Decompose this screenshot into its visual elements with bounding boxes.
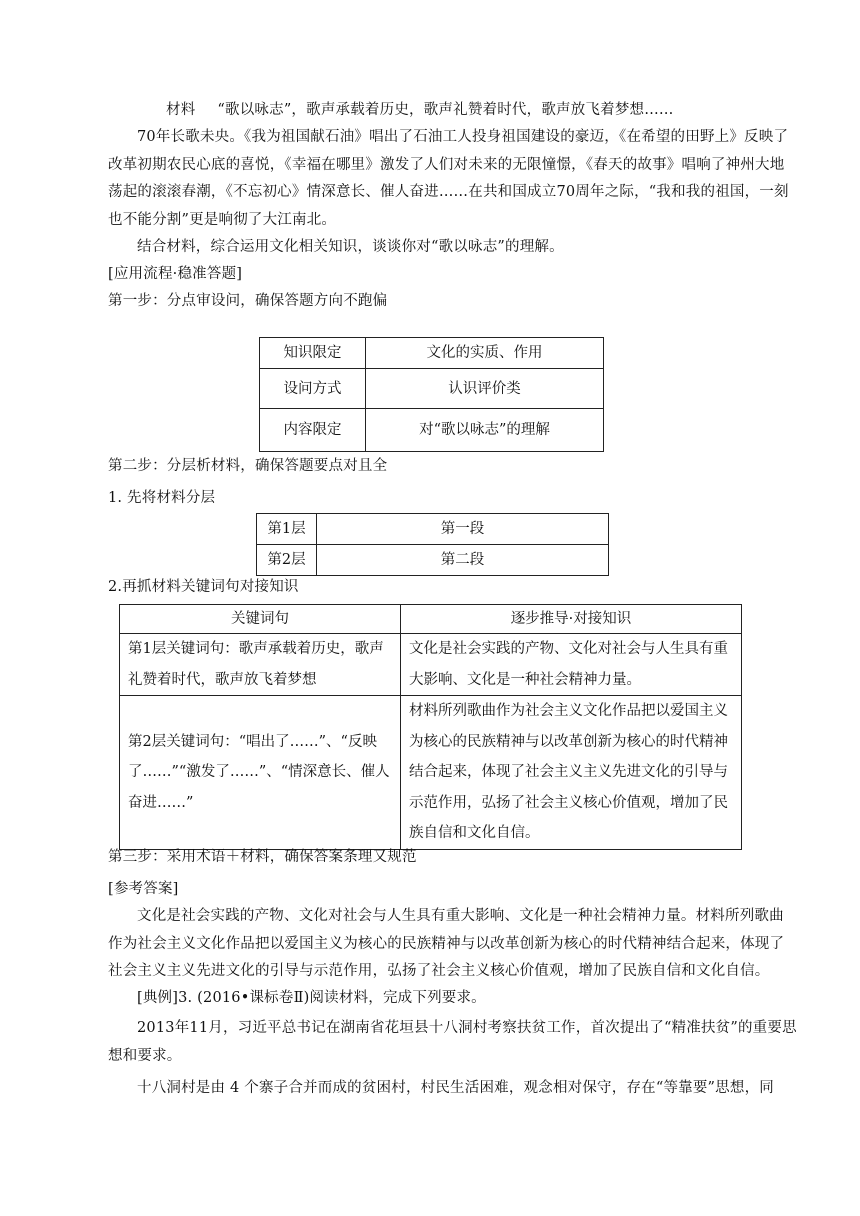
table-cell: 第2层关键词句：“唱出了……”、“反映了……”“激发了……”、“情深意长、催人奋进……” <box>120 696 401 850</box>
example-para2: 十八洞村是由 4 个寨子合并而成的贫困村，村民生活困难，观念相对保守，存在“等靠要”思想，同 <box>137 1080 774 1096</box>
table-row <box>120 634 742 696</box>
material-label: 材料 <box>166 102 196 118</box>
table-row <box>120 696 742 850</box>
table-header-cell: 关键词句 <box>120 605 401 634</box>
step1-table <box>259 337 604 452</box>
table-cell: 内容限定 <box>260 409 366 452</box>
step1-title: 第一步：分点审设问，确保答题方向不跑偏 <box>108 293 388 309</box>
step3-title: 第三步：采用术语＋材料，确保答案条理又规范 <box>108 849 417 865</box>
table-cell: 对“歌以咏志”的理解 <box>366 409 604 452</box>
table-cell: 第1层 <box>257 514 317 545</box>
keyword-table <box>119 604 742 850</box>
table-cell: 第二段 <box>317 545 609 576</box>
table-cell: 第2层 <box>257 545 317 576</box>
table-cell: 认识评价类 <box>366 369 604 409</box>
material-body: 70年长歌未央。《我为祖国献石油》唱出了石油工人投身祖国建设的豪迈，《在希望的田野上》反映了改革初期农民心底的喜悦，《幸福在哪里》激发了人们对未来的无限憧憬，《春天的故事》唱响了神州大地荡起的滚滚春潮，《不忘初心》情深意长、催人奋进……在共和国成立70周年之际，“我和我的祖国，一刻也不能分割”更是响彻了大江南北。 <box>108 129 789 228</box>
example-para1: 2013年11月，习近平总书记在湖南省花垣县十八洞村考察扶贫工作，首次提出了“精准扶贫”的重要思想和要求。 <box>108 1020 797 1064</box>
table-cell: 知识限定 <box>260 338 366 369</box>
table-cell: 第一段 <box>317 514 609 545</box>
example-heading: [典例]3. (2016•课标卷Ⅱ)阅读材料，完成下列要求。 <box>137 990 486 1006</box>
answer-heading: [参考答案] <box>108 881 179 897</box>
answer-text: 文化是社会实践的产物、文化对社会与人生具有重大影响、文化是一种社会精神力量。材料所列歌曲作为社会主义文化作品把以爱国主义为核心的民族精神与以改革创新为核心的时代精神结合起来，体现了社会主义主义先进文化的引导与示范作用，弘扬了社会主义核心价值观，增加了民族自信和文化自信。 <box>108 908 785 979</box>
material-question: 结合材料，综合运用文化相关知识，谈谈你对“歌以咏志”的理解。 <box>137 239 564 255</box>
layer-table <box>256 513 609 576</box>
step2-title: 第二步：分层析材料，确保答题要点对且全 <box>108 458 388 474</box>
table-row <box>257 545 609 576</box>
table-row <box>257 514 609 545</box>
table-cell: 设问方式 <box>260 369 366 409</box>
table-row <box>260 369 604 409</box>
table-cell: 第1层关键词句：歌声承载着历史，歌声礼赞着时代，歌声放飞着梦想 <box>120 634 401 696</box>
table-row <box>260 338 604 369</box>
table-cell: 文化的实质、作用 <box>366 338 604 369</box>
step2-sub1: 1. 先将材料分层 <box>108 490 216 506</box>
table-row <box>260 409 604 452</box>
table-cell: 文化是社会实践的产物、文化对社会与人生具有重大影响、文化是一种社会精神力量。 <box>401 634 742 696</box>
flow-heading: [应用流程·稳准答题] <box>108 266 243 282</box>
table-header-cell: 逐步推导·对接知识 <box>401 605 742 634</box>
step2-sub2: 2.再抓材料关键词句对接知识 <box>108 579 299 595</box>
material-title-line: 材料 “歌以咏志”，歌声承载着历史，歌声礼赞着时代，歌声放飞着梦想…… <box>108 97 798 125</box>
table-header-row <box>120 605 742 634</box>
table-cell: 材料所列歌曲作为社会主义文化作品把以爱国主义为核心的民族精神与以改革创新为核心的时代精神结合起来，体现了社会主义主义先进文化的引导与示范作用，弘扬了社会主义核心价值观，增加了民族自信和文化自信。 <box>401 696 742 850</box>
